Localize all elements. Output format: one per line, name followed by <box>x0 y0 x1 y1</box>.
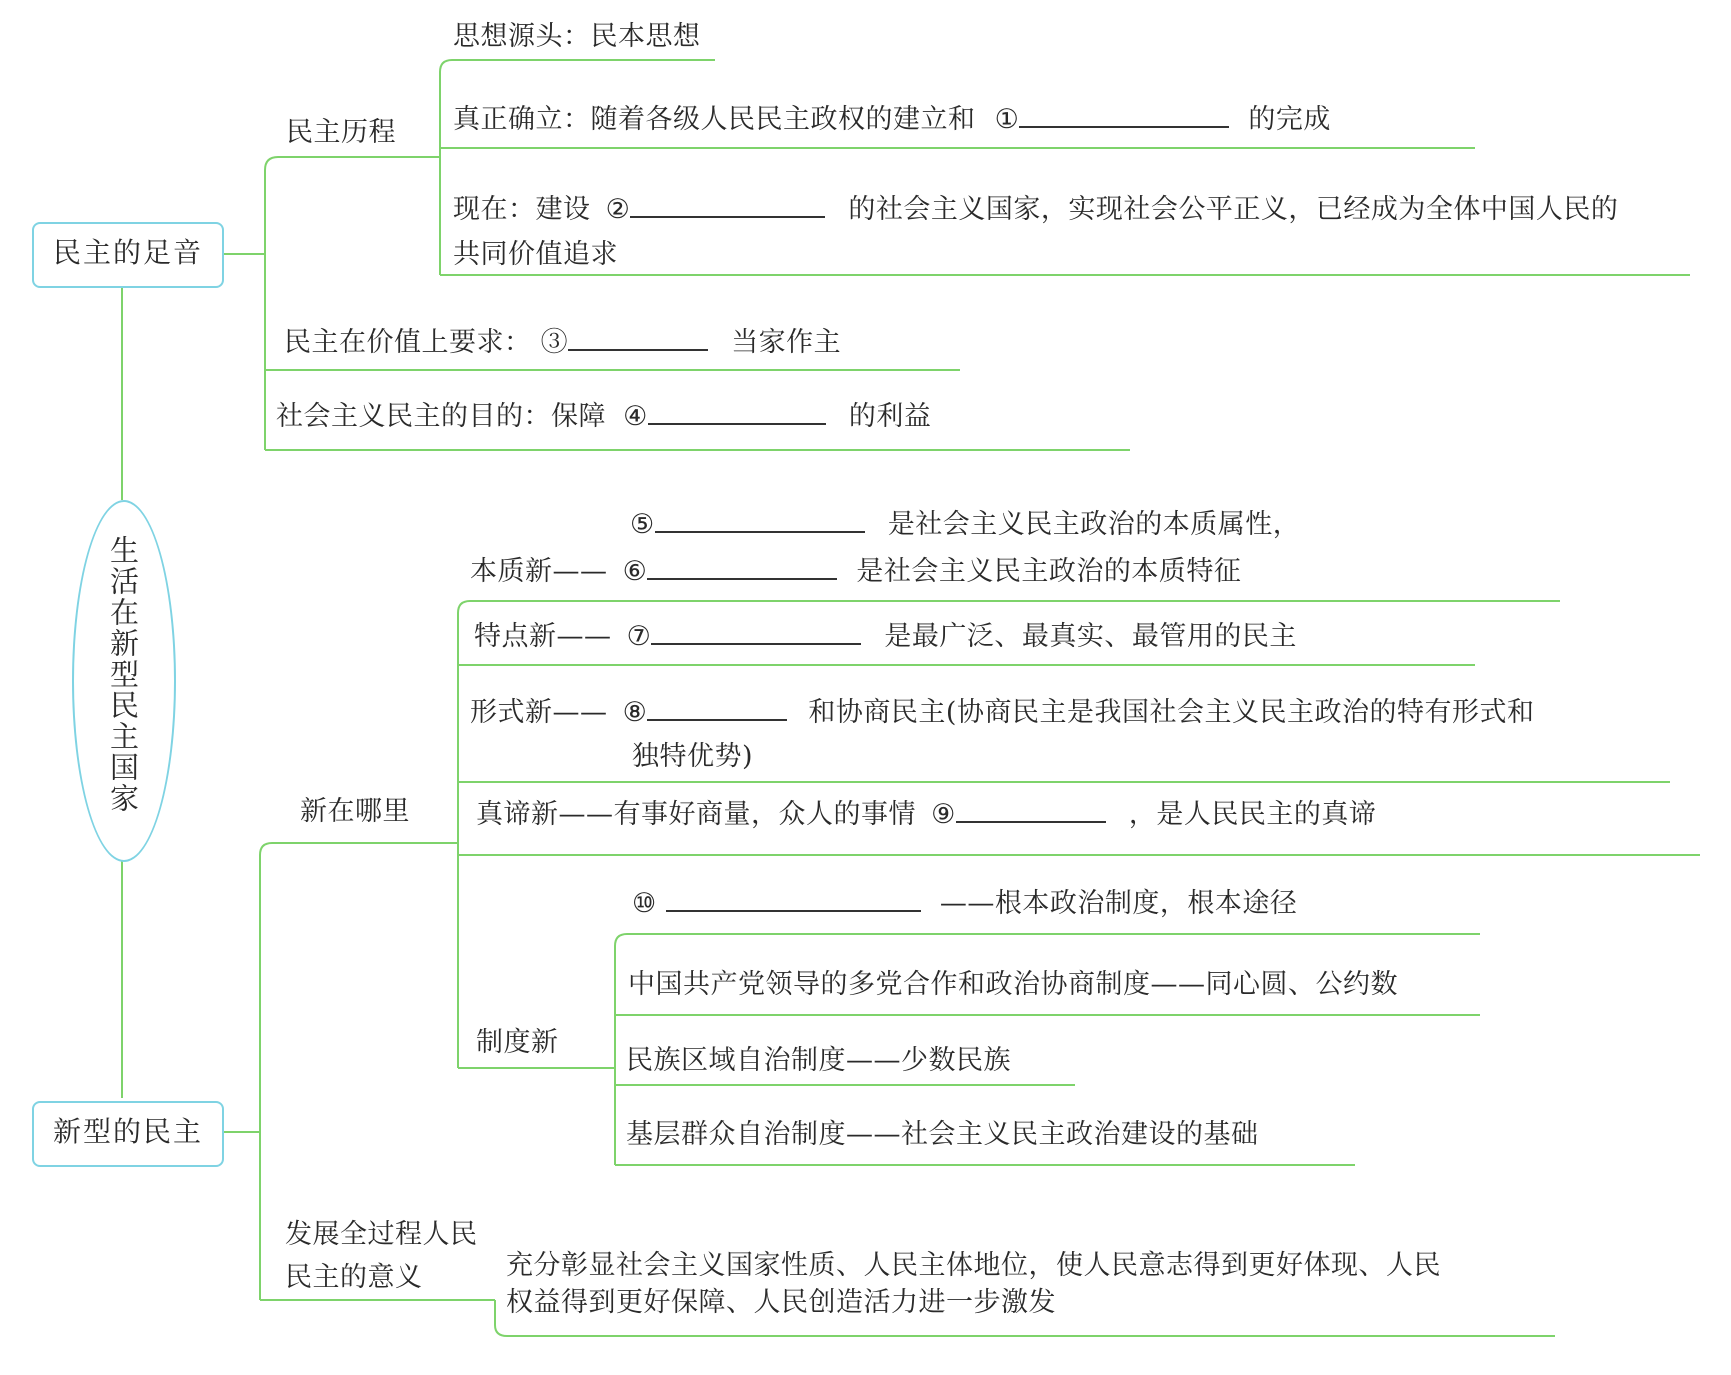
essence-2-text: 是社会主义民主政治的本质特征 <box>856 556 1242 587</box>
source-line: 思想源头：民本思想 <box>453 21 701 52</box>
value-suffix: 当家作主 <box>731 327 842 358</box>
significance-label-2: 民主的意义 <box>285 1262 423 1293</box>
significance-text-1: 充分彰显社会主义国家性质、人民主体地位，使人民意志得到更好体现、人民 <box>506 1250 1441 1281</box>
value-line <box>284 323 841 363</box>
purpose-text: 社会主义民主的目的：保障 <box>276 401 606 432</box>
now-text: 现在：建设 <box>453 194 591 225</box>
established-line <box>453 100 1331 140</box>
truth-suffix: ，是人民民主的真谛 <box>1128 799 1377 830</box>
established-suffix: 的完成 <box>1248 104 1331 135</box>
system-1-text: ——根本政治制度，根本途径 <box>939 888 1298 919</box>
blank-8 <box>647 693 787 721</box>
truth-line <box>476 795 1376 835</box>
branch-new-democracy: 新型的民主 <box>32 1101 224 1167</box>
blank-5 <box>655 505 865 533</box>
now-line <box>453 190 1618 230</box>
system-item-3: 民族区域自治制度——少数民族 <box>626 1045 1011 1076</box>
feature-line <box>474 617 1297 657</box>
blank-3 <box>568 323 708 351</box>
system-item-1 <box>632 884 1297 924</box>
purpose-line <box>276 397 931 437</box>
branch-democracy-footsteps: 民主的足音 <box>32 222 224 288</box>
marker-5: ⑤ <box>630 509 655 540</box>
significance-text <box>506 1247 1441 1321</box>
blank-6 <box>647 552 837 580</box>
root-title: 生活在新型民主国家 <box>106 535 140 814</box>
essence-label: 本质新—— <box>470 556 608 587</box>
feature-label: 特点新—— <box>474 621 612 652</box>
marker-4: ④ <box>623 401 648 432</box>
essence-line-1 <box>630 505 1300 545</box>
form-label: 形式新—— <box>470 697 608 728</box>
blank-4 <box>648 397 826 425</box>
now-suffix: 的社会主义国家，实现社会公平正义，已经成为全体中国人民的 <box>848 194 1619 225</box>
system-item-2: 中国共产党领导的多党合作和政治协商制度——同心圆、公约数 <box>628 969 1398 1000</box>
purpose-suffix: 的利益 <box>848 401 932 432</box>
essence-line-2 <box>470 552 1241 592</box>
essence-1-text: 是社会主义民主政治的本质属性， <box>887 509 1301 540</box>
marker-7: ⑦ <box>626 621 652 652</box>
marker-8: ⑧ <box>622 697 648 728</box>
marker-10: ⑩ <box>632 888 657 919</box>
blank-7 <box>651 617 861 645</box>
form-line <box>470 693 1534 733</box>
significance-label <box>285 1213 478 1299</box>
form-line-cont: 独特优势) <box>632 741 754 772</box>
marker-3: ③ <box>540 327 569 358</box>
blank-2 <box>630 190 825 218</box>
blank-9 <box>956 795 1106 823</box>
where-label: 新在哪里 <box>300 796 410 827</box>
system-label: 制度新 <box>476 1027 559 1058</box>
significance-text-2: 权益得到更好保障、人民创造活力进一步激发 <box>506 1287 1056 1318</box>
marker-9: ⑨ <box>931 799 956 830</box>
blank-10 <box>666 884 921 912</box>
marker-1: ① <box>994 104 1020 135</box>
feature-text: 是最广泛、最真实、最管用的民主 <box>884 621 1297 652</box>
history-label: 民主历程 <box>286 117 396 148</box>
truth-text: 真谛新——有事好商量，众人的事情 <box>476 799 916 830</box>
blank-1 <box>1019 100 1229 128</box>
system-item-4: 基层群众自治制度——社会主义民主政治建设的基础 <box>626 1119 1259 1150</box>
marker-6: ⑥ <box>622 556 648 587</box>
now-line-cont: 共同价值追求 <box>453 239 618 270</box>
marker-2: ② <box>605 194 631 225</box>
form-text: 和协商民主(协商民主是我国社会主义民主政治的特有形式和 <box>808 697 1535 728</box>
significance-label-1: 发展全过程人民 <box>285 1219 478 1250</box>
value-text: 民主在价值上要求： <box>284 327 532 358</box>
established-text: 真正确立：随着各级人民民主政权的建立和 <box>453 104 976 135</box>
